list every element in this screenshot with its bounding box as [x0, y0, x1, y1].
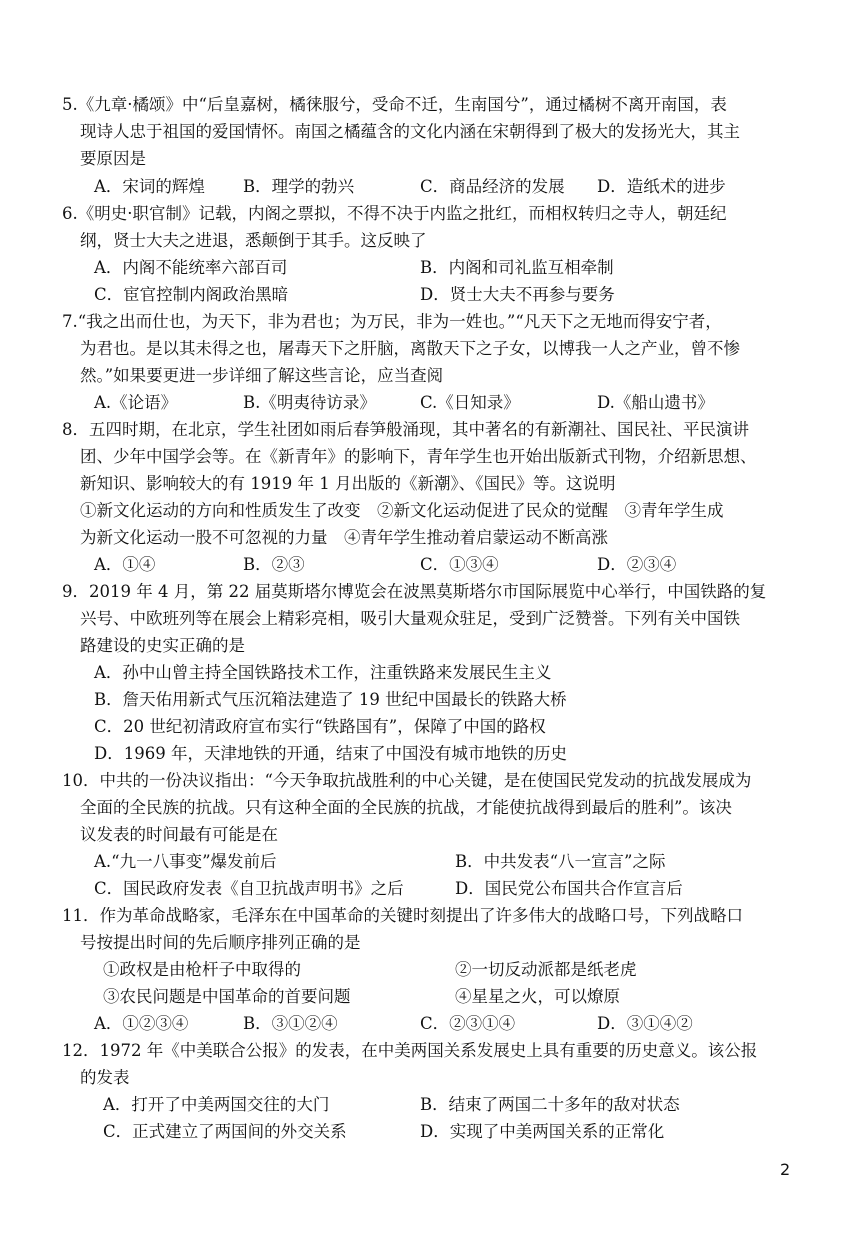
q8-option-c: C．①③④	[420, 555, 499, 574]
q6-line-1: 6.《明史·职官制》记载，内阁之票拟，不得不决于内监之批红，而相权转归之寺人，朝廷纪	[62, 204, 727, 223]
q10-line-3: 议发表的时间最有可能是在	[80, 825, 278, 844]
q9-option-d: D．1969 年，天津地铁的开通，结束了中国没有城市地铁的历史	[94, 744, 567, 763]
q10-option-a: A.“九一八事变”爆发前后	[94, 852, 277, 871]
q11-option-b: B．③①②④	[243, 1014, 338, 1033]
q11-option-d: D．③①④②	[597, 1014, 693, 1033]
q12-line-2: 的发表	[80, 1068, 130, 1087]
q12-line-1: 12．1972 年《中美联合公报》的发表，在中美两国关系发展史上具有重要的历史意义。该公报	[62, 1041, 758, 1060]
q9-line-2: 兴号、中欧班列等在展会上精彩亮相，吸引大量观众驻足，受到广泛赞誉。下列有关中国铁	[80, 609, 740, 628]
q12-option-b: B．结束了两国二十多年的敌对状态	[420, 1095, 680, 1114]
q5-line-1: 5.《九章·橘颂》中“后皇嘉树，橘徕服兮，受命不迁，生南国兮”，通过橘树不离开南国，表	[62, 95, 727, 114]
q7-option-c: C.《日知录》	[420, 393, 520, 412]
q7-option-b: B.《明夷待访录》	[243, 393, 376, 412]
q7-line-3: 然。”如果要更进一步详细了解这些言论，应当查阅	[80, 366, 444, 385]
q10-line-2: 全面的全民族的抗战。只有这种全面的全民族的抗战，才能使抗战得到最后的胜利”。该决	[80, 798, 732, 817]
q11-option-c: C．②③①④	[420, 1014, 516, 1033]
q5-line-3: 要原因是	[80, 149, 146, 168]
q8-line-2: 团、少年中国学会等。在《新青年》的影响下，青年学生也开始出版新式刊物，介绍新思想、	[80, 447, 757, 466]
q5-option-b: B．理学的勃兴	[243, 177, 355, 196]
q5-option-a: A．宋词的辉煌	[94, 177, 205, 196]
q11-statement-4: ④星星之火，可以燎原	[455, 987, 620, 1006]
q9-option-b: B．詹天佑用新式气压沉箱法建造了 19 世纪中国最长的铁路大桥	[94, 690, 567, 709]
q6-option-c: C．宦官控制内阁政治黑暗	[94, 285, 289, 304]
q10-option-c: C．国民政府发表《自卫抗战声明书》之后	[94, 879, 404, 898]
q8-line-3: 新知识、影响较大的有 1919 年 1 月出版的《新潮》、《国民》等。这说明	[80, 474, 616, 493]
q10-option-d: D．国民党公布国共合作宣言后	[455, 879, 683, 898]
q7-line-1: 7.“我之出而仕也，为天下，非为君也；为万民，非为一姓也。”“凡天下之无地而得安宁者，	[62, 312, 722, 331]
q11-statement-3: ③农民问题是中国革命的首要问题	[103, 987, 351, 1006]
q9-line-1: 9．2019 年 4 月，第 22 届莫斯塔尔博览会在波黑莫斯塔尔市国际展览中心举行，中国铁路的复	[62, 582, 767, 601]
q11-line-1: 11．作为革命战略家，毛泽东在中国革命的关键时刻提出了许多伟大的战略口号，下列战略口	[62, 906, 743, 925]
q9-line-3: 路建设的史实正确的是	[80, 636, 245, 655]
page-number: 2	[780, 1160, 791, 1179]
q5-line-2: 现诗人忠于祖国的爱国情怀。南国之橘蕴含的文化内涵在宋朝得到了极大的发扬光大，其主	[80, 122, 740, 141]
q7-option-d: D.《船山遗书》	[597, 393, 714, 412]
q11-line-2: 号按提出时间的先后顺序排列正确的是	[80, 933, 361, 952]
q9-option-a: A．孙中山曾主持全国铁路技术工作，注重铁路来发展民生主义	[94, 663, 552, 682]
q5-option-c: C．商品经济的发展	[420, 177, 565, 196]
q7-option-a: A.《论语》	[94, 393, 178, 412]
q6-option-a: A．内阁不能统率六部百司	[94, 258, 288, 277]
q8-line-5: 为新文化运动一股不可忽视的力量 ④青年学生推动着启蒙运动不断高涨	[80, 528, 608, 547]
q7-line-2: 为君也。是以其未得之也，屠毒天下之肝脑，离散天下之子女，以博我一人之产业，曾不惨	[80, 339, 740, 358]
q6-option-d: D．贤士大夫不再参与要务	[420, 285, 615, 304]
q12-option-c: C．正式建立了两国间的外交关系	[103, 1122, 347, 1141]
q11-option-a: A．①②③④	[94, 1014, 189, 1033]
q8-line-1: 8．五四时期，在北京，学生社团如雨后春笋般涌现，其中著名的有新潮社、国民社、平民演讲	[62, 420, 749, 439]
q12-option-d: D．实现了中美两国关系的正常化	[420, 1122, 665, 1141]
q12-option-a: A．打开了中美两国交往的大门	[103, 1095, 330, 1114]
q10-option-b: B．中共发表“八一宣言”之际	[455, 852, 666, 871]
q8-option-b: B．②③	[243, 555, 305, 574]
q11-statement-1: ①政权是由枪杆子中取得的	[103, 960, 301, 979]
q11-statement-2: ②一切反动派都是纸老虎	[455, 960, 637, 979]
q8-option-d: D．②③④	[597, 555, 677, 574]
q8-option-a: A．①④	[94, 555, 156, 574]
q6-line-2: 纲，贤士大夫之进退，悉颠倒于其手。这反映了	[80, 231, 427, 250]
q10-line-1: 10．中共的一份决议指出：“今天争取抗战胜利的中心关键，是在使国民党发动的抗战发展成为	[62, 771, 752, 790]
q9-option-c: C．20 世纪初清政府宣布实行“铁路国有”，保障了中国的路权	[94, 717, 546, 736]
q6-option-b: B．内阁和司礼监互相牵制	[420, 258, 614, 277]
q8-line-4: ①新文化运动的方向和性质发生了改变 ②新文化运动促进了民众的觉醒 ③青年学生成	[80, 501, 724, 520]
q5-option-d: D．造纸术的进步	[597, 177, 726, 196]
